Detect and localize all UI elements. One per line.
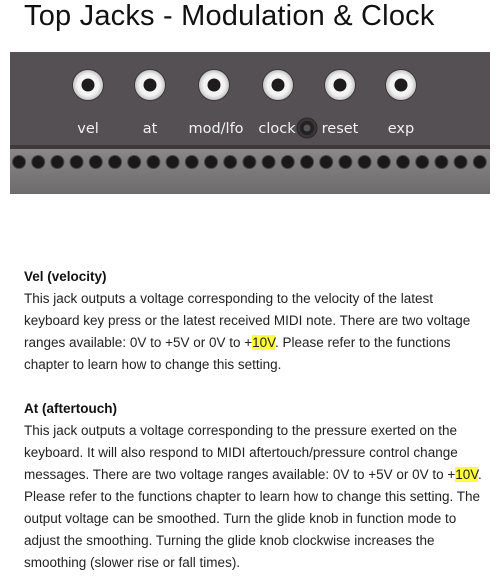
strip-hole xyxy=(473,156,486,169)
jack-reset xyxy=(325,70,356,101)
small-knob xyxy=(297,118,317,138)
strip-hole xyxy=(358,156,371,169)
strip-hole xyxy=(454,156,467,169)
strip-hole xyxy=(301,156,314,169)
strip-hole xyxy=(51,156,64,169)
strip-hole xyxy=(13,156,26,169)
at-text-part1: This jack outputs a voltage corresponding to the pressure exerted on the keyboard. It will also respond to MIDI aftertouch/pressure control change messages. There are two voltage ranges available: 0V to +5V or 0V to + xyxy=(24,423,458,482)
at-section xyxy=(24,398,490,574)
at-description xyxy=(24,420,490,574)
strip-hole xyxy=(205,156,218,169)
page-title: Top Jacks - Modulation & Clock xyxy=(24,0,435,32)
jack-label-vel: vel xyxy=(77,121,99,137)
vel-highlight: 10V xyxy=(252,335,275,350)
strip-hole xyxy=(281,156,294,169)
vel-heading: Vel (velocity) xyxy=(24,269,107,284)
strip-hole xyxy=(416,156,429,169)
jack-mod-lfo xyxy=(199,70,230,101)
strip-hole xyxy=(185,156,198,169)
strip-hole xyxy=(339,156,352,169)
jack-at xyxy=(135,70,166,101)
jack-label-clock: clock xyxy=(258,121,296,137)
strip-hole xyxy=(377,156,390,169)
strip-hole xyxy=(89,156,102,169)
jack-label-at: at xyxy=(142,121,158,137)
jack-label-reset: reset xyxy=(321,121,359,137)
at-heading: At (aftertouch) xyxy=(24,401,117,416)
at-highlight: 10V xyxy=(455,467,479,482)
vel-text-part1: This jack outputs a voltage corresponding to the velocity of the latest keyboard key press or the latest received MIDI note. There are two voltage ranges available: 0V to +5V or 0V to + xyxy=(24,291,471,350)
jack-label-exp: exp xyxy=(387,121,415,137)
strip-hole xyxy=(166,156,179,169)
strip-hole xyxy=(397,156,410,169)
jack-vel xyxy=(73,70,104,101)
vel-text-part2: . Please refer to the functions chapter to learn how to change this setting. xyxy=(24,335,451,372)
vel-description xyxy=(24,288,490,376)
jack-label-mod-lfo: mod/lfo xyxy=(188,121,244,137)
strip-hole xyxy=(147,156,160,169)
strip-hole xyxy=(243,156,256,169)
vel-section xyxy=(24,266,490,376)
strip-hole xyxy=(262,156,275,169)
jack-clock xyxy=(263,70,294,101)
strip-hole xyxy=(32,156,45,169)
strip-hole xyxy=(224,156,237,169)
strip-hole xyxy=(435,156,448,169)
jack-panel-image xyxy=(10,52,490,194)
strip-hole xyxy=(320,156,333,169)
strip-hole xyxy=(109,156,122,169)
jack-exp xyxy=(386,70,417,101)
strip-hole xyxy=(128,156,141,169)
at-text-part2: . Please refer to the functions chapter to learn how to change this setting. The output voltage can be smoothed. Turn the glide knob in function mode to adjust the smoothing. Turning the glide knob clockwise increases the smoothing (slower rise or fall times). xyxy=(24,467,482,570)
strip-hole xyxy=(70,156,83,169)
